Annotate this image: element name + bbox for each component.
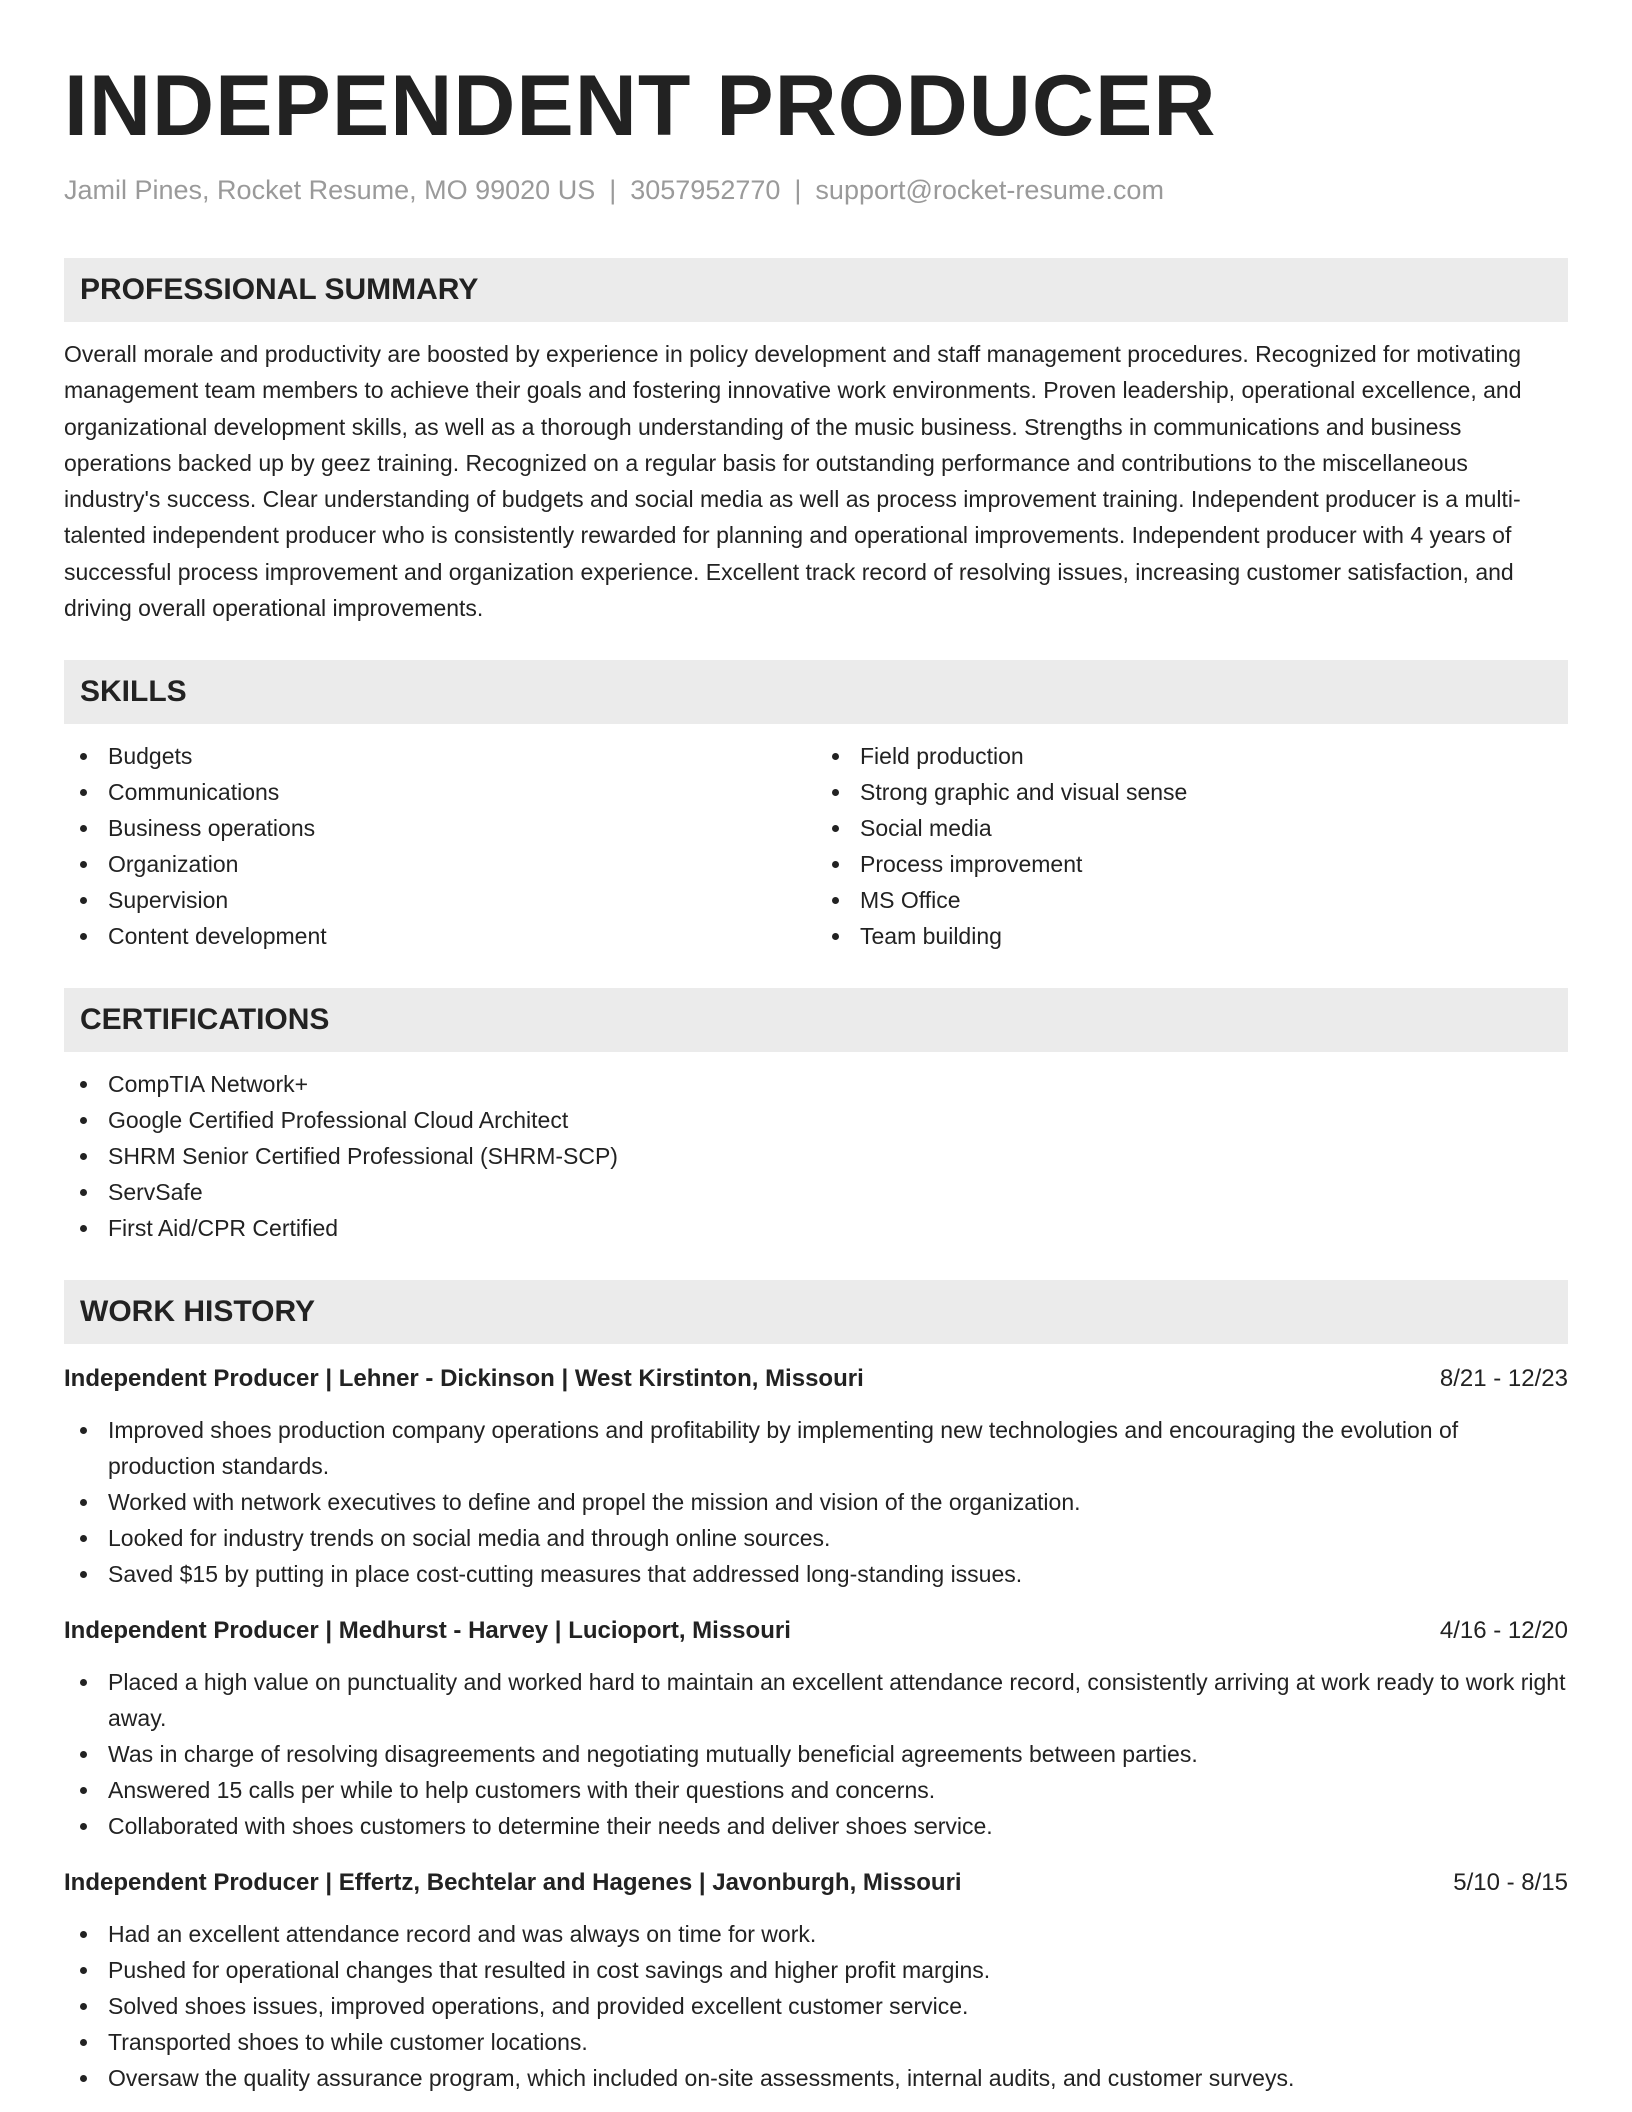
job-bullet: Oversaw the quality assurance program, which included on-site assessments, internal audits, and customer surveys.: [64, 2060, 1568, 2096]
skill-item: Communications: [64, 774, 816, 810]
job-bullet: Worked with network executives to define and propel the mission and vision of the organization.: [64, 1484, 1568, 1520]
skill-item: Field production: [816, 738, 1568, 774]
job-bullet: Solved shoes issues, improved operations, and provided excellent customer service.: [64, 1988, 1568, 2024]
skill-item: Team building: [816, 918, 1568, 954]
skills-heading: SKILLS: [64, 660, 1568, 724]
skill-item: Budgets: [64, 738, 816, 774]
certification-item: ServSafe: [64, 1174, 1568, 1210]
job-bullet: Collaborated with shoes customers to determine their needs and deliver shoes service.: [64, 1808, 1568, 1844]
job-dates: 5/10 - 8/15: [1453, 1869, 1568, 1897]
job-bullets: [64, 1664, 1568, 1844]
job-entry: [64, 1362, 1568, 1592]
contact-separator: |: [794, 175, 802, 205]
skill-item: MS Office: [816, 882, 1568, 918]
job-bullet: Transported shoes to while customer locations.: [64, 2024, 1568, 2060]
job-bullet: Was in charge of resolving disagreements and negotiating mutually beneficial agreements between parties.: [64, 1736, 1568, 1772]
certification-item: Google Certified Professional Cloud Architect: [64, 1102, 1568, 1138]
job-bullet: Looked for industry trends on social media and through online sources.: [64, 1520, 1568, 1556]
job-bullet: Saved $15 by putting in place cost-cutting measures that addressed long-standing issues.: [64, 1556, 1568, 1592]
job-dates: 4/16 - 12/20: [1439, 1617, 1568, 1645]
job-bullet: Answered 15 calls per while to help customers with their questions and concerns.: [64, 1772, 1568, 1808]
certifications-list: [64, 1066, 1568, 1246]
skills-column-left: [64, 738, 816, 954]
contact-separator: |: [609, 175, 617, 205]
contact-address: Jamil Pines, Rocket Resume, MO 99020 US: [64, 175, 596, 205]
contact-line: [64, 172, 1568, 208]
job-header: [64, 1866, 1568, 1900]
skill-item: Organization: [64, 846, 816, 882]
skill-item: Social media: [816, 810, 1568, 846]
job-title: Independent Producer | Lehner - Dickinson | West Kirstinton, Missouri: [64, 1365, 864, 1393]
certification-item: SHRM Senior Certified Professional (SHRM-SCP): [64, 1138, 1568, 1174]
job-bullet: Improved shoes production company operations and profitability by implementing new technologies and encouraging the evolution of production standards.: [64, 1412, 1568, 1484]
job-bullet: Had an excellent attendance record and was always on time for work.: [64, 1916, 1568, 1952]
skill-item: Content development: [64, 918, 816, 954]
job-header: [64, 1362, 1568, 1396]
job-bullet: Pushed for operational changes that resulted in cost savings and higher profit margins.: [64, 1952, 1568, 1988]
contact-phone: 3057952770: [630, 175, 781, 205]
certification-item: First Aid/CPR Certified: [64, 1210, 1568, 1246]
skill-item: Business operations: [64, 810, 816, 846]
skills-list: [64, 724, 1568, 954]
resume-title: INDEPENDENT PRODUCER: [64, 58, 1217, 154]
skill-item: Supervision: [64, 882, 816, 918]
job-bullet: Placed a high value on punctuality and worked hard to maintain an excellent attendance record, consistently arriving at work ready to work right away.: [64, 1664, 1568, 1736]
job-title: Independent Producer | Medhurst - Harvey | Lucioport, Missouri: [64, 1617, 791, 1645]
job-header: [64, 1614, 1568, 1648]
job-entry: [64, 1614, 1568, 1844]
summary-heading: PROFESSIONAL SUMMARY: [64, 258, 1568, 322]
skill-item: Process improvement: [816, 846, 1568, 882]
job-title: Independent Producer | Effertz, Bechtelar and Hagenes | Javonburgh, Missouri: [64, 1869, 962, 1897]
skill-item: Strong graphic and visual sense: [816, 774, 1568, 810]
work-history-heading: WORK HISTORY: [64, 1280, 1568, 1344]
certification-item: CompTIA Network+: [64, 1066, 1568, 1102]
job-entry: [64, 1866, 1568, 2096]
skills-column-right: [816, 738, 1568, 954]
certifications-heading: CERTIFICATIONS: [64, 988, 1568, 1052]
job-bullets: [64, 1412, 1568, 1592]
summary-text: Overall morale and productivity are boosted by experience in policy development and staff management procedures. Recognized for motivating management team members to achieve their goals and fostering innovative work environments. Proven leadership, operational excellence, and organizational development skills, as well as a thorough understanding of the music business. Strengths in communications and business operations backed up by geez training. Recognized on a regular basis for outstanding performance and contributions to the miscellaneous industry's success. Clear understanding of budgets and social media as well as process improvement training. Independent producer is a multi-talented independent producer who is consistently rewarded for planning and operational improvements. Independent producer with 4 years of successful process improvement and organization experience. Excellent track record of resolving issues, increasing customer satisfaction, and driving overall operational improvements.: [64, 341, 1522, 622]
job-bullets: [64, 1916, 1568, 2096]
contact-email: support@rocket-resume.com: [815, 175, 1164, 205]
job-dates: 8/21 - 12/23: [1439, 1365, 1568, 1393]
